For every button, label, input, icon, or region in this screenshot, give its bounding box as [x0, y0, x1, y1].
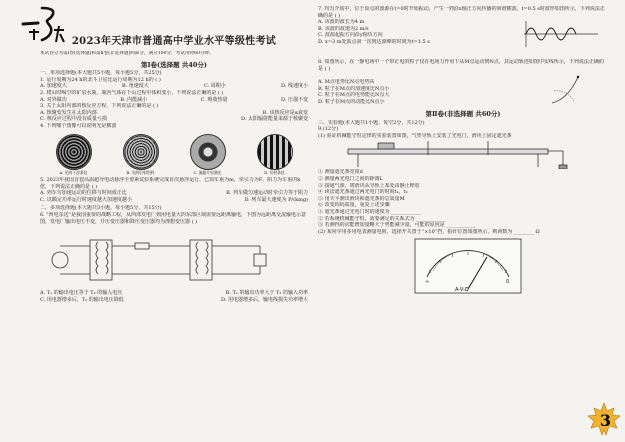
question-7-block	[318, 19, 608, 59]
option: A. 该波的波长为4 m	[318, 19, 365, 25]
option: A. 核聚变发生在太阳内部	[40, 109, 97, 116]
option: C. 用电器增多后，T₂ 的输出电压降低	[40, 296, 124, 303]
right-column	[318, 6, 608, 297]
option: B. 粒子在M点的加速度比N点小	[318, 85, 390, 92]
multimeter-block	[318, 235, 608, 297]
option: A. 列车匀加速运动的位移与时间成正比	[40, 190, 127, 197]
diffraction-pattern-image	[123, 134, 159, 170]
field-diagram	[548, 71, 588, 107]
question-6: 6. "西电东送"是我国重要的战略工程，从西部发电厂到用电量大的东部区域需要远距离输电，下图为远距离交流输电示意图，发电厂输出电压不变，升压变压器和降压变压器均为理想变压器 ( )	[40, 211, 306, 225]
question-7: 7. 均匀介质中，位于原点的波源在t=0时开始振动，产生一列沿x轴正方向传播的简谐横波，t=0.5 s时波形如图所示，下列说法正确的是 ( )	[318, 6, 605, 19]
option: B. 该核反应是α衰变	[262, 109, 308, 116]
question-1: 1. 运行周期为24 h的北斗卫星比运行周期为12 h的 ( )	[40, 76, 161, 83]
question-5-options-cd	[40, 197, 308, 204]
option: D. 列车最大速度为 P/(kmg)	[244, 196, 308, 203]
step: ⑥ 改变钩码质量，重复上述步骤	[318, 202, 390, 209]
question-9-blank-a: ① 遮光条通过光电门时的速度为 ____________	[318, 208, 422, 215]
option: D. 压强不变	[280, 96, 308, 103]
scale-left-label: ∞	[425, 279, 430, 286]
question-6-options-cd	[40, 297, 308, 304]
interference-pattern-image	[56, 134, 92, 170]
option: C. 波源起振方向沿y轴负方向	[318, 32, 383, 39]
instructions: 本试卷分为第Ⅰ卷(选择题)和第Ⅱ卷(非选择题)两部分，满分100分，考试用时60分钟。	[40, 51, 214, 56]
polarizer-image	[190, 134, 226, 170]
caption: C. 偏振片检测光	[193, 169, 222, 175]
option: A. 加速度大	[40, 83, 67, 90]
part1-heading: 第Ⅰ卷(选择题 共40分)	[141, 60, 207, 69]
question-4-images	[40, 134, 308, 170]
option: B. 角速度大	[121, 83, 149, 90]
option: D. 粒子在M点的动能比N点小	[318, 98, 385, 105]
option: B. 内能减小	[120, 96, 148, 103]
option: D. 太阳辐射能量来源于核聚变	[240, 116, 308, 123]
question-2: 2. 爬山时喝空的矿泉水瓶，瓶内气体在下山过程中体积变小，下列说法正确的是 ( )	[40, 89, 224, 96]
question-9-blank-b: ② 若系统机械能守恒，需要满足的关系式为 ____________	[318, 215, 447, 222]
option: C. 吸收热量	[200, 96, 228, 103]
part2-heading: 第Ⅱ卷(非选择题 共60分)	[425, 110, 501, 118]
multimeter-dial	[413, 237, 523, 295]
caption: B. 光的衍射图样	[126, 169, 155, 175]
transmission-diagram	[40, 232, 308, 290]
option: C. 以额定功率运行时速度越大加速度越小	[40, 196, 132, 203]
option: A. 对外做功	[40, 96, 67, 103]
question-5: 5. 2023年我国首套高温超导电动悬浮全要素试验系统完成首次悬浮运行，已知车重为m，牵引力为F，阻力为车重的k倍，下列说法正确的是 ( )	[40, 177, 301, 190]
wave-graph	[520, 19, 600, 49]
option: B. 该波的波速为2 m/s	[318, 25, 369, 32]
question-1-options	[40, 83, 308, 90]
question-6-options-ab	[40, 290, 308, 297]
option: C. 粒子在M点的电势能比N点大	[318, 92, 390, 99]
caption: A. 光的干涉条纹	[59, 169, 88, 175]
step: ② 测量两光电门之间的距离L	[318, 175, 383, 182]
caption: D. 衍射条纹	[264, 169, 285, 175]
question-3: 3. 关于太阳内部的核反应方程，下列说法正确的是 ( )	[40, 103, 159, 110]
page-number: 3	[599, 411, 611, 430]
option: B. 列车做匀速运动时牵引力等于阻力	[226, 190, 308, 197]
question-9-part1: (1) 验证机械能守恒定律的实验装置如图，气垫导轨上安装了光电门，滑块上固定遮光条	[318, 132, 512, 139]
question-9: 9.(12分)	[318, 126, 339, 133]
question-5-options-ab	[40, 190, 308, 197]
left-column	[40, 6, 308, 303]
section-intro-3: 三、实验题(本大题共1小题，每空2分，共12分)	[318, 119, 425, 126]
option: C. 核反应过程中没有质量亏损	[40, 116, 107, 123]
option: B. T₁ 的输出功率大于 T₂ 的输入功率	[225, 289, 308, 296]
section-intro: 一、单项选择题(本大题共5小题，每小题5分，共25分)	[40, 70, 162, 77]
scale-right-label: 0	[506, 279, 510, 286]
option: A. T₁ 的输出电压等于 T₂ 的输入电压	[40, 289, 123, 296]
step: ⑤ 用天平测出滑块和遮光条的总质量M	[318, 195, 405, 202]
step: ④ 读出遮光条通过两光电门的时间t₁、t₂	[318, 189, 408, 196]
option: D. x=3 m处质点第一次到达波峰的时刻为t=1.5 s	[318, 38, 430, 45]
question-4-captions	[40, 171, 308, 176]
fringe-pattern-image	[257, 134, 293, 170]
question-8-block	[318, 79, 608, 107]
step: ③ 接通气源，将滑块从导轨上某处由静止释放	[318, 182, 420, 189]
question-9-blank-c: ③ 若测得的动能增加量略大于势能减少量，可能的原因是 ____________	[318, 222, 477, 229]
option: D. 用电器增多后，输电线损失功率增大	[220, 296, 308, 303]
question-4: 4. 下列哪个图像可以说明光是横波	[40, 122, 117, 129]
option: D. 线速度小	[280, 83, 308, 90]
question-8: 8. 如图所示，在一静电场中一个带正电的粒子仅在电场力作用下从M点运动到N点，其运动轨迹如图中实线所示，下列说法正确的是 ( )	[318, 59, 604, 72]
exam-title: 2023年天津市普通高中学业水平等级性考试	[71, 36, 277, 47]
air-track-diagram	[318, 139, 608, 169]
question-2-options	[40, 97, 308, 104]
option: A. M点电势比N点电势高	[318, 79, 375, 85]
option: C. 周期小	[203, 83, 226, 90]
step: ① 测量遮光条宽度d	[318, 169, 363, 176]
question-3-options-cd	[40, 116, 308, 123]
question-9-part2: (2) 某同学用多用电表测量电阻，选择开关置于“×10”挡，指针位置如图所示，则读数为 ________ Ω	[318, 228, 540, 235]
section-intro-2: 二、多项选择题(本大题共3小题，每小题5分，共15分)	[40, 205, 162, 212]
meter-label: A-V-Ω	[455, 287, 469, 294]
